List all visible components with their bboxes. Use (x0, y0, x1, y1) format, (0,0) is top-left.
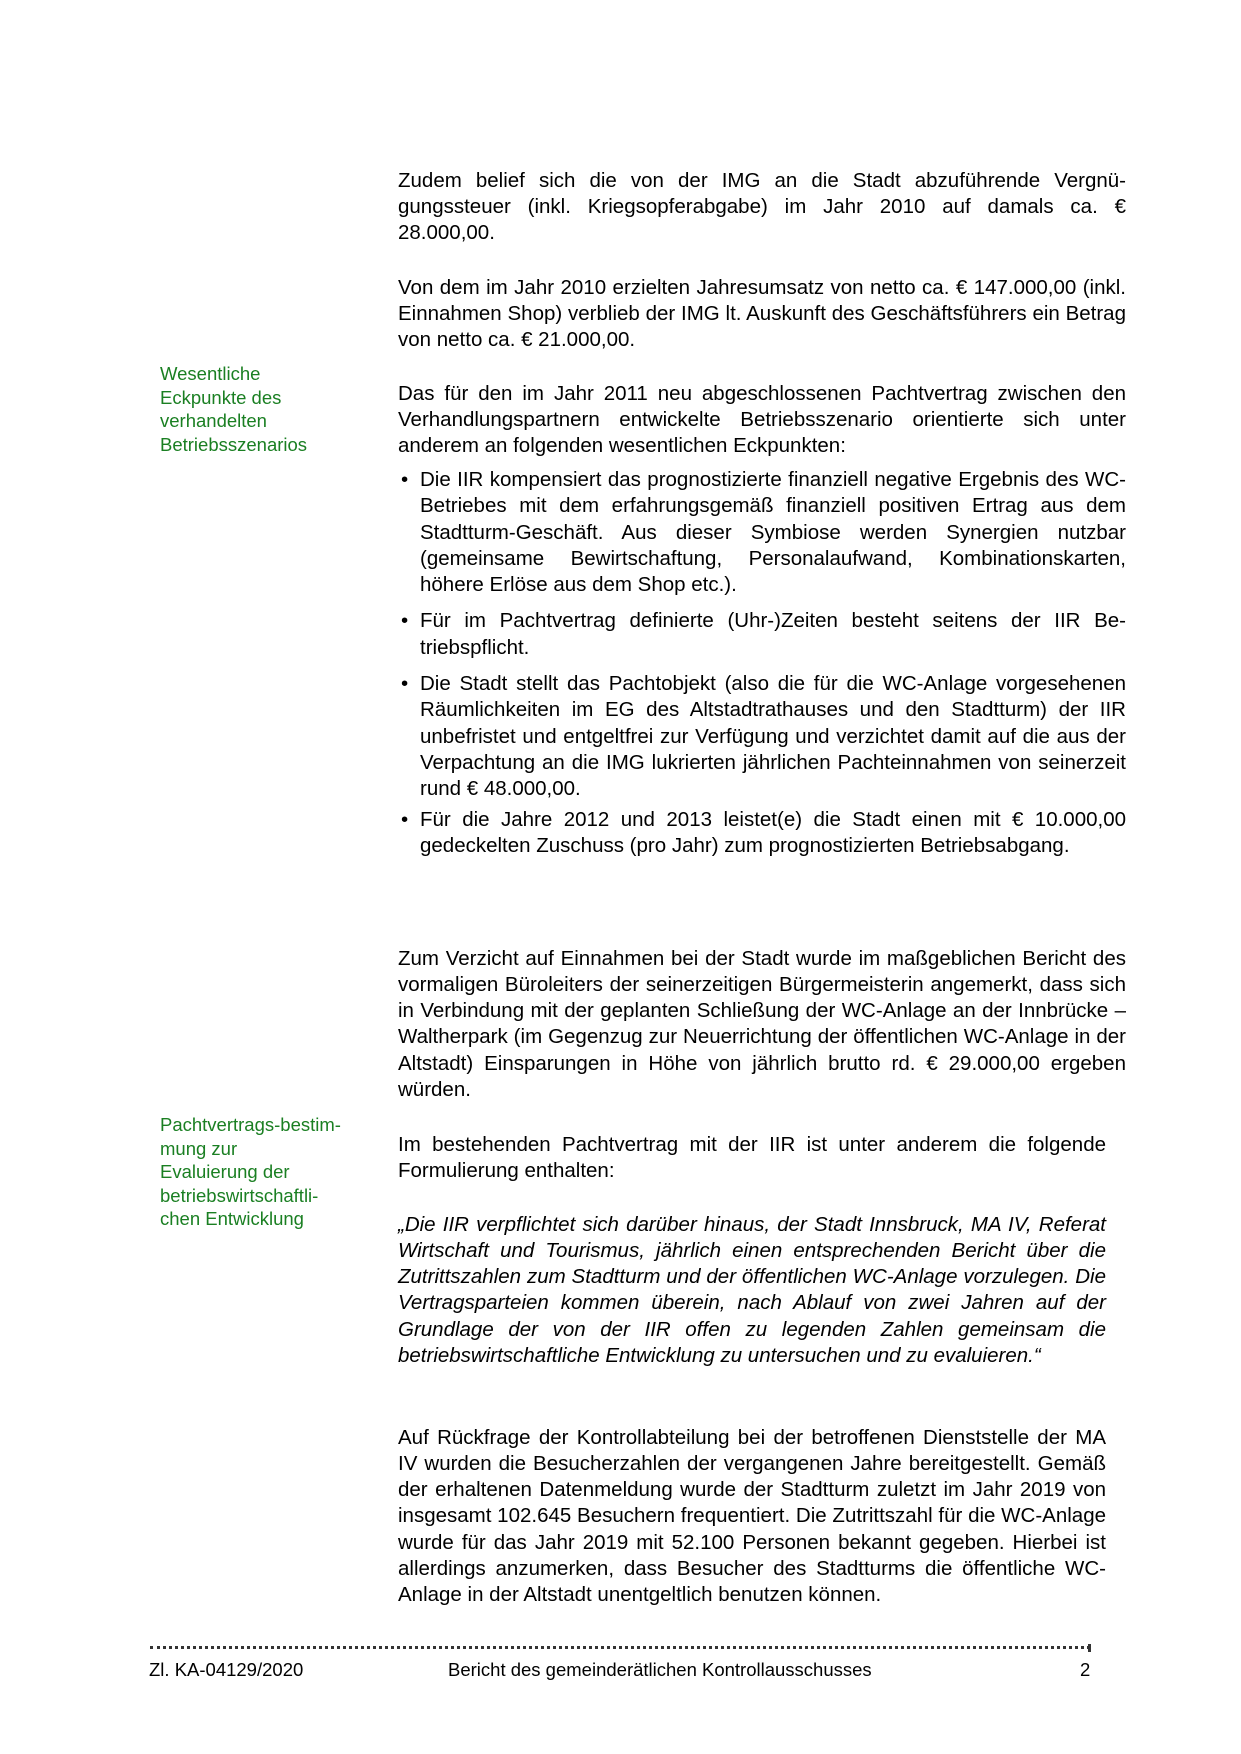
page-number: 2 (1080, 1659, 1091, 1680)
sidenote-line: betriebswirtschaftli- (160, 1184, 319, 1206)
sidenote-line: Pachtvertrags-bestim- (160, 1114, 341, 1135)
sidenote-line: chen Entwicklung (160, 1208, 304, 1229)
sidenote-line: mung zur (160, 1137, 238, 1159)
list-item-text: Die IIR kompensiert das prognostizierte finanziell negative Ergebnis des WC-Betriebes mit dem erfahrungsgemäß finanziell positiven Ertrag aus dem Stadtturm-Geschäft. Aus dieser Symbiose werden Synergien nutzbar (gemeinsame Bewirtschaftung, Personalaufwand, Kombinationskarten, höhere Erlöse aus dem Shop etc.). (420, 468, 1126, 597)
list-item-text: Die Stadt stellt das Pachtobjekt (also die für die WC-Anlage vorgesehenen Räumlichkeiten im EG des Altstadtrathauses und den Stadtturm) der IIR unbefristet und entgeltfrei zur Verfügung und verzichtet damit auf die aus der Verpachtung an die IMG lukrierten jährlichen Pachteinnahmen von seinerzeit rund € 48.000,00. (420, 672, 1126, 801)
list-item (398, 467, 1126, 598)
paragraph-operating-scenario: Das für den im Jahr 2011 neu abgeschlossenen Pachtvertrag zwischen den Verhandlungspartnern entwickelte Betriebsszenario orientierte sich unter anderem an folgenden wesentlichen Eckpunkten: (398, 381, 1126, 458)
key-points-list (398, 467, 1126, 859)
sidenote-line: verhandelten (160, 410, 267, 431)
paragraph-revenue-waiver: Zum Verzicht auf Einnahmen bei der Stadt wurde im maßgeblichen Bericht des vormaligen Büroleiters der seinerzeitigen Bürgermeisterin angemerkt, dass sich in Verbindung mit der geplanten Schließung der WC-Anlage an der Innbrücke – Waltherpark (im Gegenzug zur Neuerrichtung der öffentlichen WC-Anlage in der Altstadt) Einsparungen in Höhe von jährlich brutto rd. € 29.000,00 ergeben würden. (398, 946, 1126, 1101)
paragraph-annual-revenue: Von dem im Jahr 2010 erzielten Jahresumsatz von netto ca. € 147.000,00 (inkl. Einnahmen Shop) verblieb der IMG lt. Auskunft des Geschäftsführers ein Betrag von netto ca. € 21.000,00. (398, 275, 1126, 352)
list-item (398, 608, 1126, 661)
footer-title: Bericht des gemeinderätlichen Kontrollausschusses (448, 1659, 872, 1680)
sidenote-line: Wesentliche (160, 363, 261, 384)
paragraph-visitor-numbers: Auf Rückfrage der Kontrollabteilung bei der betroffenen Dienststelle der MA IV wurden die Besucherzahlen der vergangenen Jahre bereitgestellt. Gemäß der erhaltenen Datenmeldung wurde der Stadtturm zuletzt im Jahr 2019 von insgesamt 102.645 Besuchern frequentiert. Die Zutrittszahl für die WC-Anlage wurde für das Jahr 2019 mit 52.100 Personen bekannt gegeben. Hierbei ist allerdings anzumerken, dass Besucher des Stadtturms die öffentliche WC-Anlage in der Altstadt unentgeltlich benutzen können. (398, 1425, 1106, 1607)
footer-reference: Zl. KA-04129/2020 (149, 1659, 304, 1680)
bullet-icon: • (401, 609, 409, 633)
sidenote-line: Evaluierung der (160, 1161, 290, 1182)
footer-divider (150, 1646, 1090, 1649)
list-item (398, 671, 1126, 802)
footer-divider-end (1088, 1644, 1091, 1652)
sidenote-line: Eckpunkte des (160, 386, 282, 408)
paragraph-entertainment-tax: Zudem belief sich die von der IMG an die Stadt abzuführende Vergnügungssteuer (inkl. Kriegsopferabgabe) im Jahr 2010 auf damals ca. € 28.000,00. (398, 168, 1126, 245)
list-item (398, 807, 1126, 860)
sidenote-lease-evaluation (160, 1113, 370, 1231)
bullet-icon: • (401, 468, 409, 491)
sidenote-key-points (160, 362, 370, 456)
bullet-icon: • (401, 672, 409, 696)
paragraph-lease-wording: Im bestehenden Pachtvertrag mit der IIR ist unter anderem die folgende Formulierung enthalten: (398, 1132, 1106, 1182)
sidenote-line: Betriebsszenarios (160, 433, 308, 455)
list-item-text: Für im Pachtvertrag definierte (Uhr-)Zeiten besteht seitens der IIR Betriebspflicht. (420, 609, 1126, 659)
lease-quote: „Die IIR verpflichtet sich darüber hinaus, der Stadt Innsbruck, MA IV, Referat Wirtschaft und Tourismus, jährlich einen entsprechenden Bericht über die Zutrittszahlen zum Stadtturm und der öffentlichen WC-Anlage vorzulegen. Die Vertragsparteien kommen überein, nach Ablauf von zwei Jahren auf der Grundlage der von der IIR offen zu legenden Zahlen gemeinsam die betriebswirtschaftliche Entwicklung zu untersuchen und zu evaluieren.“ (398, 1212, 1106, 1367)
list-item-text: Für die Jahre 2012 und 2013 leistet(e) die Stadt einen mit € 10.000,00 gedeckelten Zuschuss (pro Jahr) zum prognostizierten Betriebsabgang. (420, 807, 1126, 857)
bullet-icon: • (401, 807, 409, 831)
